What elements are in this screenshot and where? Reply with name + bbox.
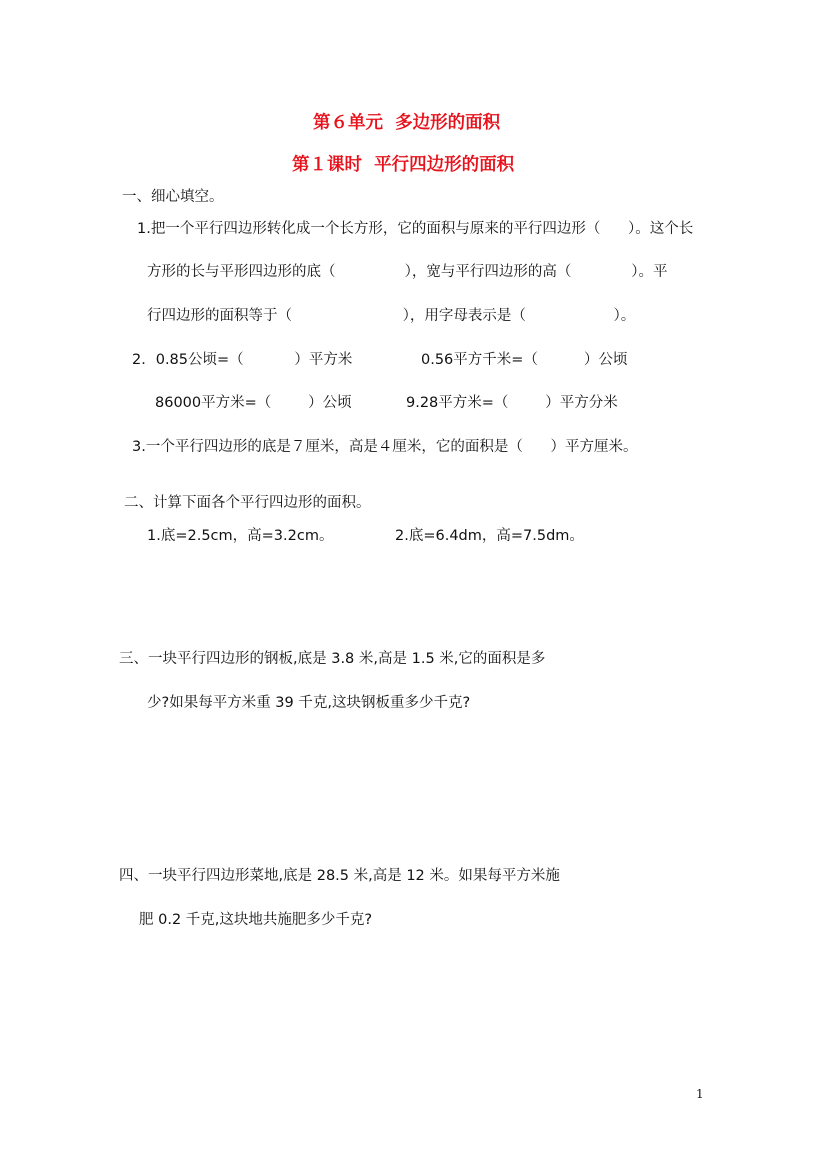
section4-line2: 肥 0.2 千克,这块地共施肥多少千克? bbox=[139, 912, 373, 928]
section4-line1: 四、一块平行四边形菜地,底是 28.5 米,高是 12 米。如果每平方米施 bbox=[119, 868, 560, 884]
q1-line3: 行四边形的面积等于（ ），用字母表示是（ ）。 bbox=[147, 308, 636, 324]
q3: 3.一个平行四边形的底是７厘米，高是４厘米，它的面积是（ ）平方厘米。 bbox=[132, 439, 638, 455]
section3-line2: 少?如果每平方米重 39 千克,这块钢板重多少千克? bbox=[147, 695, 471, 711]
page-number: 1 bbox=[696, 1087, 704, 1101]
q1-line1: 1.把一个平行四边形转化成一个长方形，它的面积与原来的平行四边形（ ）。这个长 bbox=[137, 221, 694, 237]
section2-item2: 2.底=6.4dm，高=7.5dm。 bbox=[395, 528, 584, 544]
section3-line1: 三、一块平行四边形的钢板,底是 3.8 米,高是 1.5 米,它的面积是多 bbox=[119, 651, 546, 667]
q2-item-b: 0.56平方千米=（ ）公顷 bbox=[421, 352, 628, 368]
document-title: 第６单元 多边形的面积 bbox=[313, 113, 501, 133]
section2-item1: 1.底=2.5cm，高=3.2cm。 bbox=[147, 528, 334, 544]
q1-line2: 方形的长与平形四边形的底（ ），宽与平行四边形的高（ ）。平 bbox=[147, 264, 668, 280]
q2-item-c: 86000平方米=（ ）公顷 bbox=[155, 395, 352, 411]
section2-heading: 二、计算下面各个平行四边形的面积。 bbox=[124, 495, 371, 511]
q2-item-a: 2．0.85公顷=（ ）平方米 bbox=[132, 352, 353, 368]
section1-heading: 一、细心填空。 bbox=[122, 189, 224, 205]
lesson-subtitle: 第１课时 平行四边形的面积 bbox=[292, 155, 515, 175]
q2-item-d: 9.28平方米=（ ）平方分米 bbox=[406, 395, 618, 411]
